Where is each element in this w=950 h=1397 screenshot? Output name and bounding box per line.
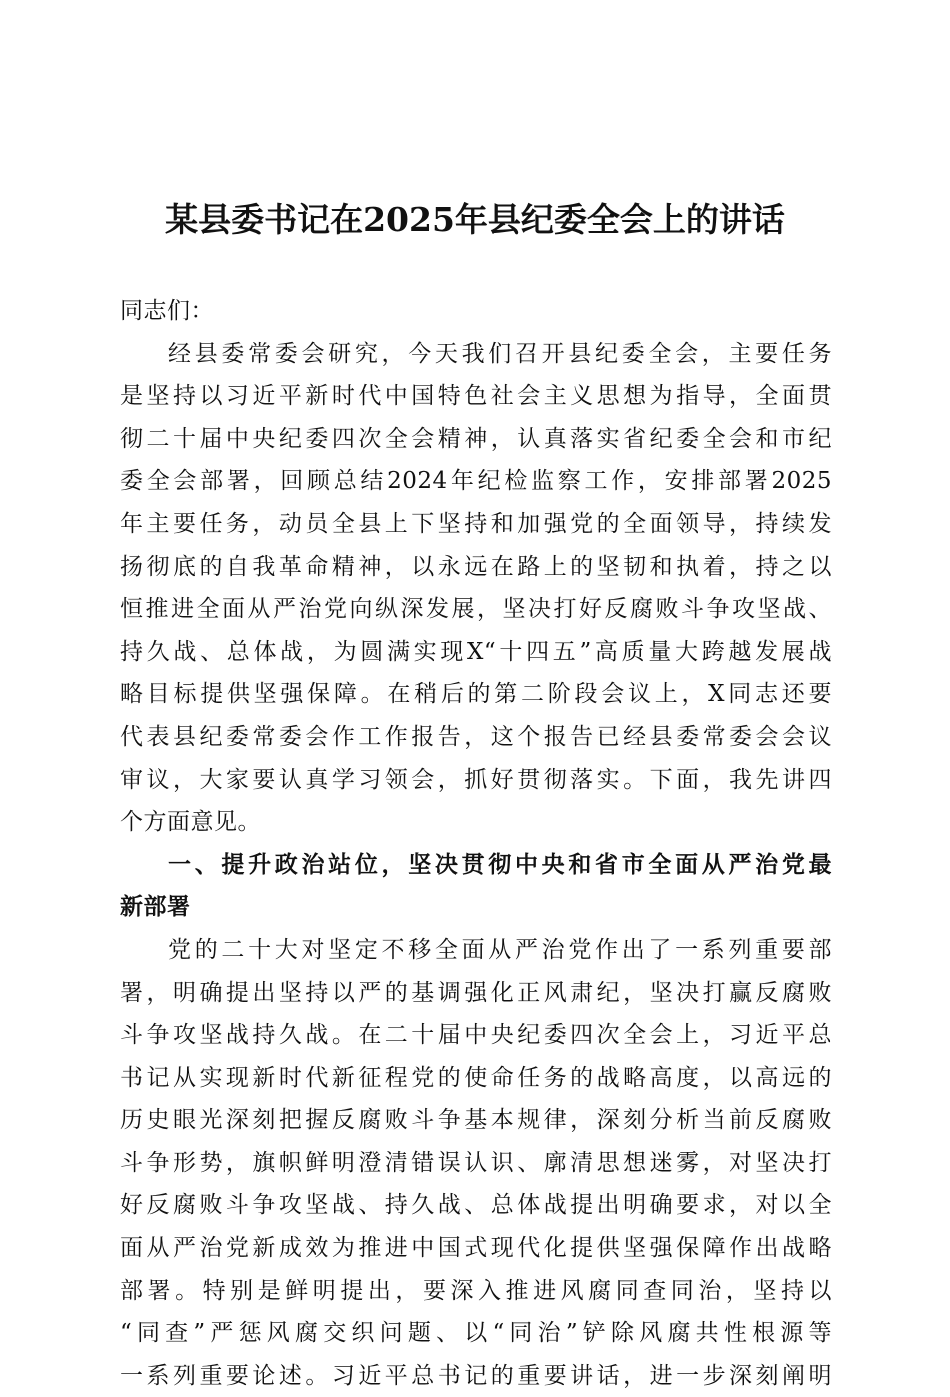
salutation: 同志们： (120, 298, 214, 324)
paragraph-line: 代表县纪委常委会作工作报告，这个报告已经县委常委会会议 (120, 723, 832, 750)
paragraph-line: 书记从实现新时代新征程党的使命任务的战略高度，以高远的 (120, 1064, 832, 1091)
heading-line: 新部署 (120, 894, 191, 921)
paragraph-line: 委全会部署，回顾总结2024年纪检监察工作，安排部署2025 (120, 468, 832, 495)
paragraph-line: 党的二十大对坚定不移全面从严治党作出了一系列重要部 (168, 936, 832, 963)
paragraph-line: 好反腐败斗争攻坚战、持久战、总体战提出明确要求，对以全 (120, 1192, 832, 1219)
paragraph-line: 年主要任务，动员全县上下坚持和加强党的全面领导，持续发 (120, 510, 832, 537)
heading-line: 一、提升政治站位，坚决贯彻中央和省市全面从严治党最 (168, 851, 832, 878)
paragraph-line: “同查”严惩风腐交织问题、以“同治”铲除风腐共性根源等 (120, 1320, 832, 1347)
paragraph-line: 个方面意见。 (120, 809, 261, 836)
paragraph-line: 面从严治党新成效为推进中国式现代化提供坚强保障作出战略 (120, 1235, 832, 1262)
paragraph-line: 略目标提供坚强保障。在稍后的第二阶段会议上，X同志还要 (120, 681, 832, 708)
paragraph-1 (120, 333, 832, 844)
document-body (120, 290, 832, 1397)
paragraph-line: 扬彻底的自我革命精神，以永远在路上的坚韧和执着，持之以 (120, 553, 832, 580)
paragraph-line: 部署。特别是鲜明提出，要深入推进风腐同查同治，坚持以 (120, 1277, 832, 1304)
paragraph-line: 斗争形势，旗帜鲜明澄清错误认识、廓清思想迷雾，对坚决打 (120, 1149, 832, 1176)
paragraph-line: 历史眼光深刻把握反腐败斗争基本规律，深刻分析当前反腐败 (120, 1107, 832, 1134)
paragraph-line: 彻二十届中央纪委四次全会精神，认真落实省纪委全会和市纪 (120, 425, 832, 452)
paragraph-line: 一系列重要论述。习近平总书记的重要讲话，进一步深刻阐明 (120, 1362, 832, 1389)
document-title: 某县委书记在2025年县纪委全会上的讲话 (165, 200, 785, 239)
paragraph-line: 持久战、总体战，为圆满实现X“十四五”高质量大跨越发展战 (120, 638, 832, 665)
paragraph-2 (120, 929, 832, 1397)
paragraph-line: 是坚持以习近平新时代中国特色社会主义思想为指导，全面贯 (120, 383, 832, 410)
paragraph-line: 恒推进全面从严治党向纵深发展，坚决打好反腐败斗争攻坚战、 (120, 596, 832, 623)
paragraph-line: 经县委常委会研究，今天我们召开县纪委全会，主要任务 (168, 340, 832, 367)
paragraph-line: 审议，大家要认真学习领会，抓好贯彻落实。下面，我先讲四 (120, 766, 832, 793)
paragraph-line: 署，明确提出坚持以严的基调强化正风肃纪，坚决打赢反腐败 (120, 979, 832, 1006)
paragraph-line: 斗争攻坚战持久战。在二十届中央纪委四次全会上，习近平总 (120, 1022, 832, 1049)
section-heading-1 (120, 844, 832, 929)
